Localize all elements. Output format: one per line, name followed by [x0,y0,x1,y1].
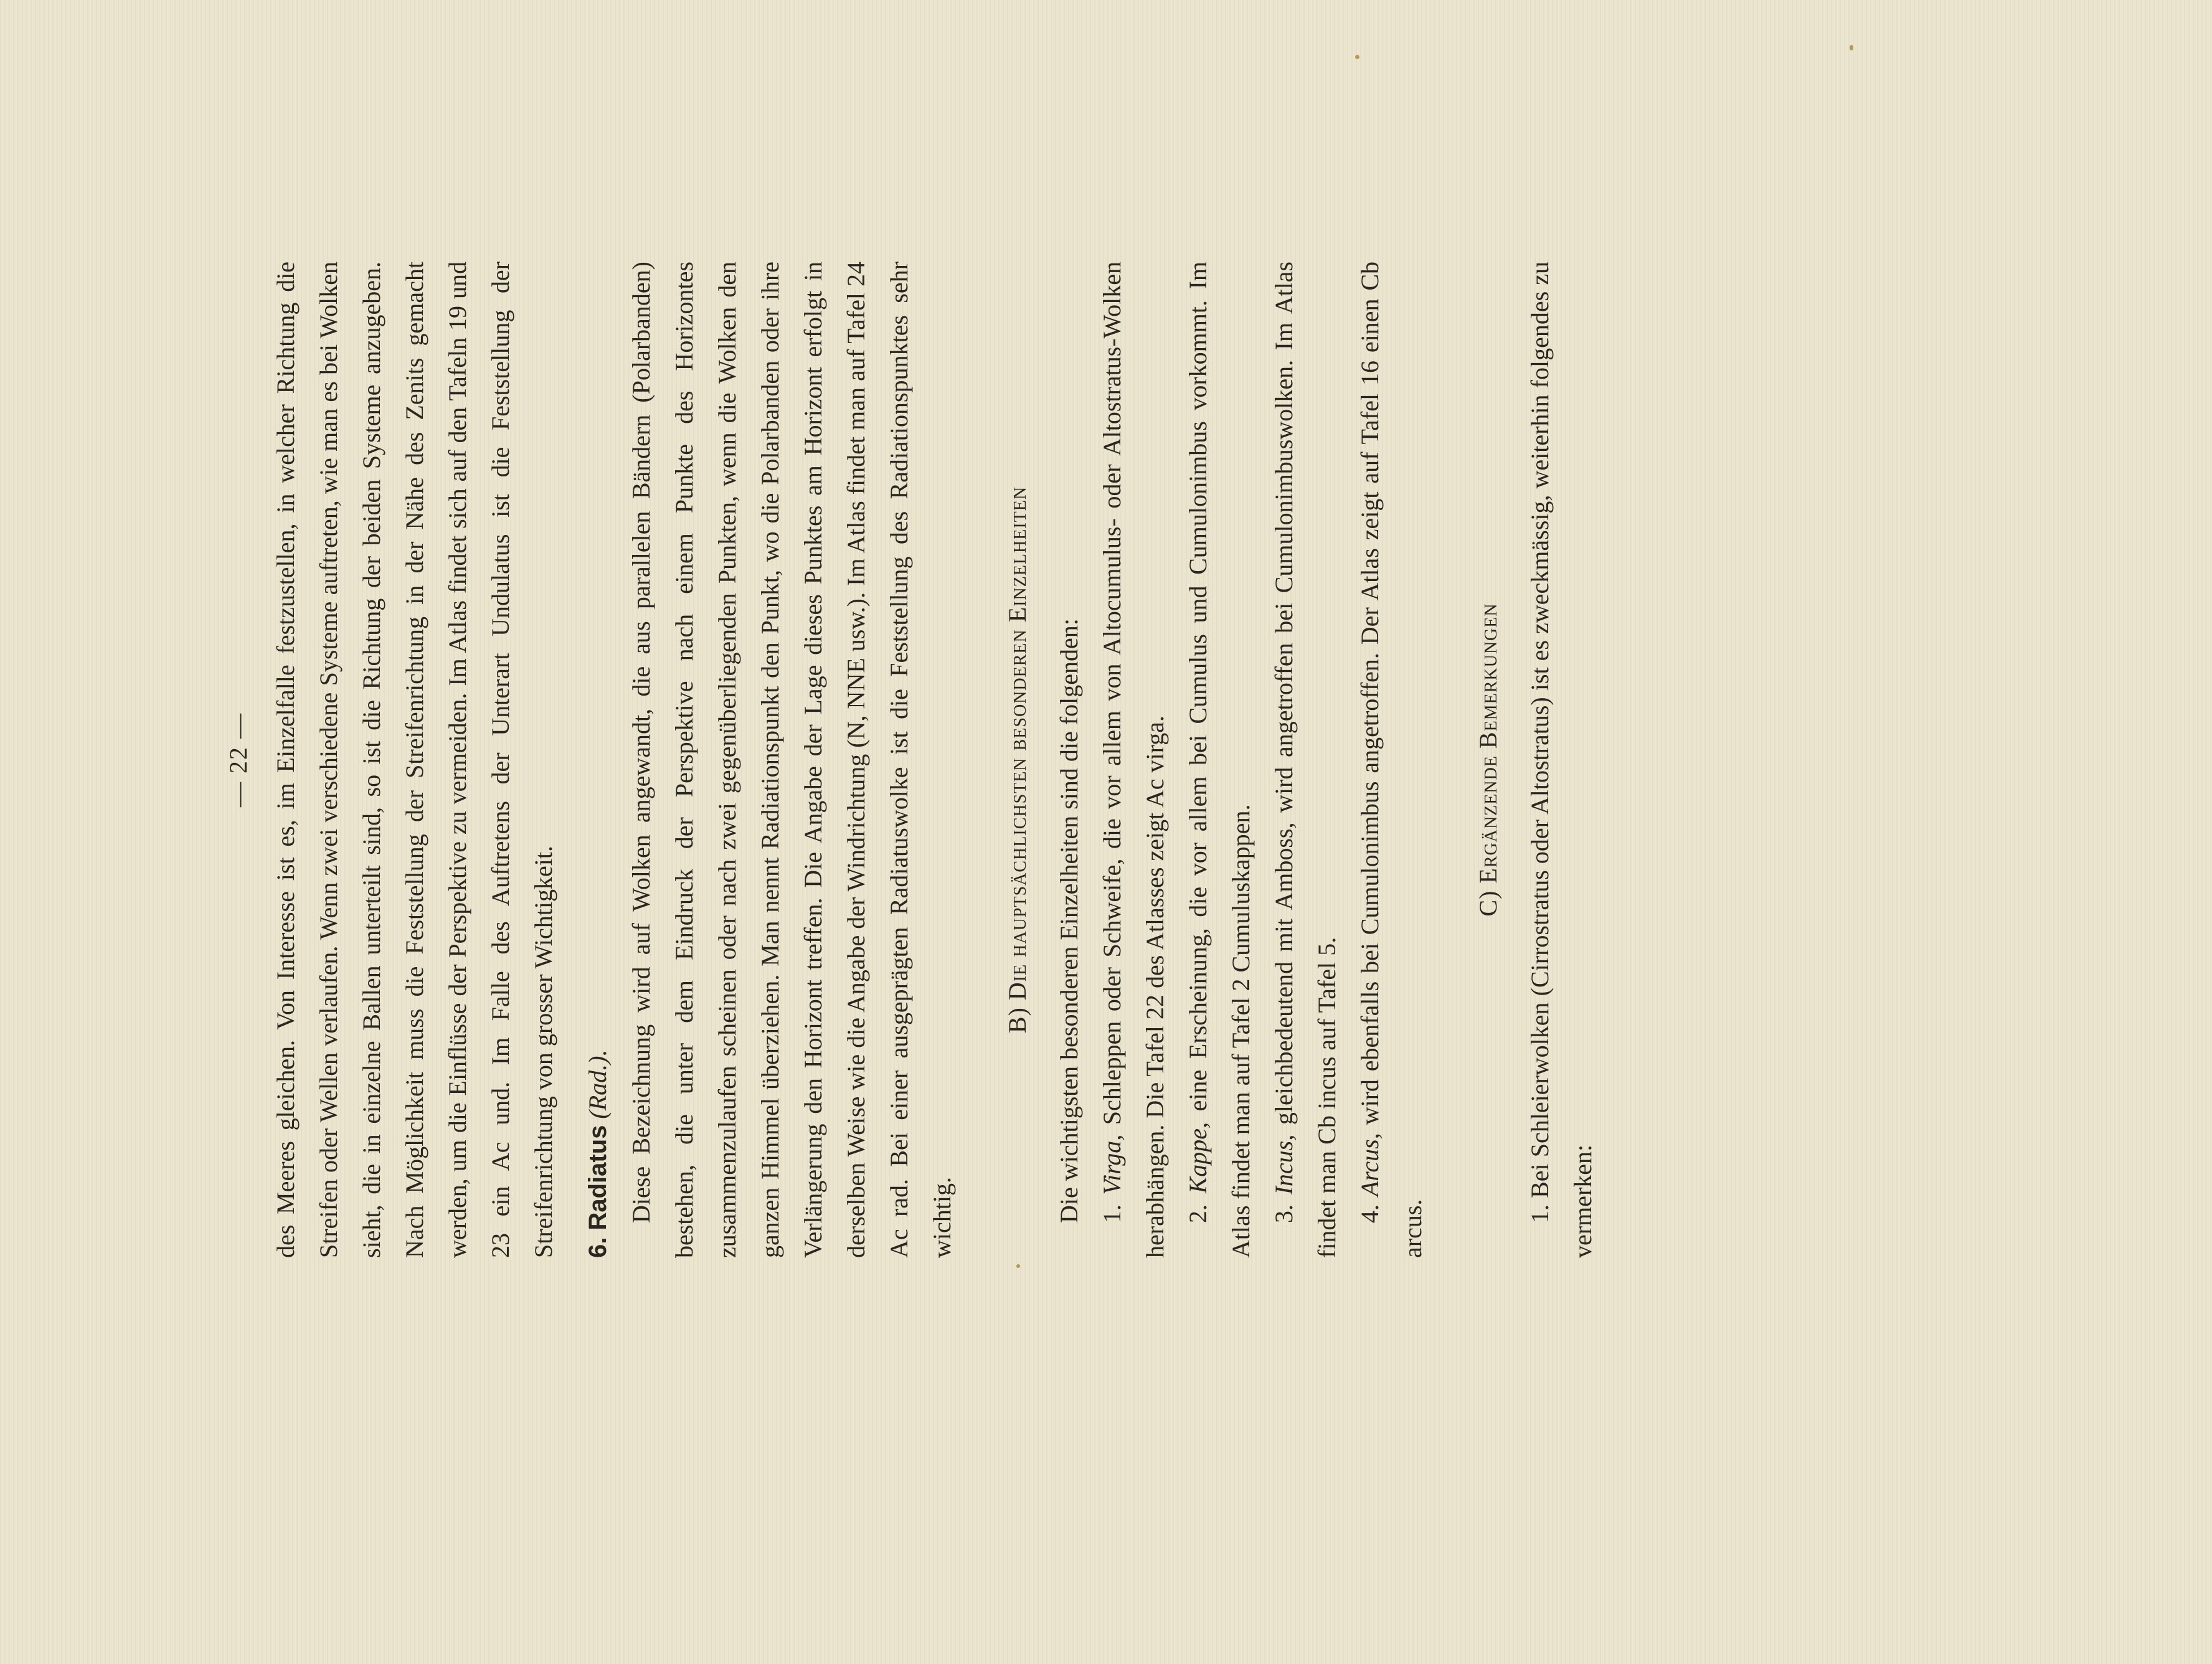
term-kappe: Kappe, [1184,1122,1212,1194]
paper-speck [1355,55,1359,59]
section-c-item-1: 1. Bei Schleierwolken (Cirrostratus oder Altostratus) ist es zweckmässig, weiterhin folgendes zu vermerken: [1526,262,1597,1258]
list-item-kappe: 2. Kappe, eine Erscheinung, die vor allem bei Cumulus und Cumulonimbus vorkommt. Im Atlas findet man auf Tafel 2 Cumuluskappen. [1184,261,1255,1258]
section-6 [576,262,963,1258]
term-virga: Virga, [1098,1134,1126,1195]
intro-paragraph: des Meeres gleichen. Von Interesse ist es, im Einzelfalle festzustellen, in welcher Richtung die Streifen oder Wellen verlaufen. Wenn zwei verschiedene Systeme auftreten, wie man es bei Wolken sieht, die in einzelne Ballen unterteilt sind, so ist die Richtung der beiden Systeme anzugeben. Nach Möglichkeit muss die Feststellung der Streifenrichtung in der Nähe des Zenits gemacht werden, um die Einflüsse der Perspektive zu vermeiden. Im Atlas findet sich auf den Tafeln 19 und 23 ein Ac und. Im Falle des Auftretens der Unterart Undulatus ist die Feststellung der Streifenrichtung von grosser Wichtigkeit. [272,262,557,1258]
list-item-virga: 1. Virga, Schleppen oder Schweife, die vor allem von Altocumulus- oder Altostratus-Wolken herabhängen. Die Tafel 22 des Atlasses zeigt Ac virga. [1098,262,1169,1258]
list-item-arcus: 4. Arcus, wird ebenfalls bei Cumulonimbus angetroffen. Der Atlas zeigt auf Tafel 16 einen Cb arcus. [1356,261,1427,1258]
page-number: — 22 — [224,712,252,807]
section-6-abbreviation: (Rad.). [584,1049,612,1119]
term-arcus: Arcus, [1356,1133,1384,1197]
section-6-heading: 6. Radiatus [584,1125,612,1258]
intro-block [264,262,565,1258]
term-incus: Incus, [1270,1134,1298,1195]
section-6-heading-line [576,262,620,1258]
paper-speck [1850,45,1853,50]
section-c [1467,262,1604,1258]
section-b [996,262,1434,1258]
section-b-heading: B) Die hauptsächlichsten besonderen Einzelheiten [1003,486,1031,1034]
rotated-text-block [217,262,1848,1258]
section-b-intro: Die wichtigsten besonderen Einzelheiten sind die folgenden: [1055,618,1083,1223]
section-c-heading: C) Ergänzende Bemerkungen [1474,603,1502,917]
paper-speck [1016,1264,1020,1268]
section-6-paragraph: Diese Bezeichnung wird auf Wolken angewandt, die aus parallelen Bändern (Polarbanden) bestehen, die unter dem Eindruck der Perspektive nach einem Punkte des Horizontes zusammenzulaufen scheinen oder nach zwei gegenüberliegenden Punkten, wenn die Wolken den ganzen Himmel überziehen. Man nennt Radiationspunkt den Punkt, wo die Polarbanden oder ihre Verlängerung den Horizont treffen. Die Angabe der Lage dieses Punktes am Horizont erfolgt in derselben Weise wie die Angabe der Windrichtung (N, NNE usw.). Im Atlas findet man auf Tafel 24 Ac rad. Bei einer ausgeprägten Radiatuswolke ist die Feststellung des Radiationspunktes sehr wichtig. [627,262,956,1258]
list-item-incus: 3. Incus, gleichbedeutend mit Amboss, wird angetroffen bei Cumulonimbuswolken. Im Atlas findet man Cb incus auf Tafel 5. [1270,262,1341,1258]
